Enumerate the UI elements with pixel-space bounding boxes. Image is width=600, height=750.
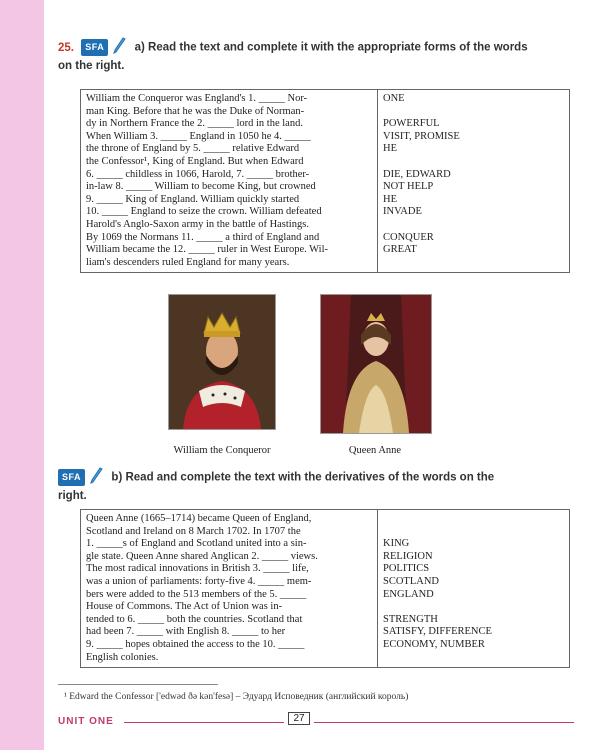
text-line: English colonies.: [86, 651, 159, 663]
word-cue: KING: [383, 538, 410, 550]
caption-queen-anne: Queen Anne: [348, 445, 402, 456]
word-cue: [383, 156, 564, 169]
text-line: The most radical innovations in British 3. _____ life,: [86, 563, 309, 575]
portrait-queen-anne: [320, 294, 432, 434]
word-cue: POWERFUL: [383, 118, 440, 130]
text-line: man King. Before that he was the Duke of Norman-: [86, 105, 305, 117]
text-line: William the Conqueror was England's 1. _____ Nor-: [86, 93, 308, 104]
word-cue: ENGLAND: [383, 588, 434, 600]
word-cue: [383, 219, 564, 232]
task-a-word-list: [378, 90, 570, 273]
task-a-table: [80, 89, 570, 273]
word-cue: SCOTLAND: [383, 575, 440, 587]
text-line: tended to 6. _____ both the countries. Scotland that: [86, 613, 303, 625]
pencil-icon: [113, 36, 127, 59]
task-b-heading: [58, 466, 578, 504]
sfa-badge: SFA: [58, 469, 85, 486]
word-cue: INVADE: [383, 206, 422, 218]
task-b-instruction: b) Read and complete the text with the derivatives of the words on the: [111, 471, 495, 484]
page-margin-band: [0, 0, 44, 750]
word-cue: [383, 513, 564, 526]
task-a-instruction: a) Read the text and complete it with the appropriate forms of the words: [134, 41, 528, 54]
word-cue: HE: [383, 143, 397, 155]
word-cue: ECONOMY, NUMBER: [383, 638, 485, 650]
portrait-william: [168, 294, 276, 430]
task-number: 25.: [58, 41, 74, 54]
word-cue: RELIGION: [383, 550, 433, 562]
text-line: When William 3. _____ England in 1050 he 4. _____: [86, 130, 311, 142]
text-line: 6. _____ childless in 1066, Harold, 7. _____ brother-: [86, 168, 310, 180]
word-cue: POLITICS: [383, 563, 430, 575]
word-cue: NOT HELP: [383, 181, 434, 193]
footer-rule: [314, 722, 574, 723]
word-cue: STRENGTH: [383, 613, 438, 625]
caption-william: William the Conqueror: [173, 445, 271, 456]
word-cue: [383, 526, 564, 539]
page-number: 27: [288, 712, 310, 725]
text-line: had been 7. _____ with English 8. _____ to her: [86, 626, 286, 638]
task-a-heading: [58, 36, 578, 74]
task-a-instruction-cont: on the right.: [58, 60, 125, 72]
text-line: William became the 12. _____ ruler in West Europe. Wil-: [86, 244, 328, 256]
text-line: was a union of parliaments: forty-five 4. _____ mem-: [86, 575, 312, 587]
sfa-badge: SFA: [81, 39, 108, 56]
pencil-icon: [90, 466, 104, 489]
text-line: Harold's Anglo-Saxon army in the battle of Hastings.: [86, 218, 309, 230]
text-line: gle state. Queen Anne shared Anglican 2. _____ views.: [86, 550, 318, 562]
footnote: ¹ Edward the Confessor ['edwəd ðə kən'fesə] – Эдуард Исповедник (английский король): [64, 692, 409, 702]
text-line: in-law 8. _____ William to become King, but crowned: [86, 181, 316, 193]
text-line: the throne of England by 5. _____ relative Edward: [86, 143, 300, 155]
word-cue: [383, 106, 564, 119]
text-line: By 1069 the Normans 11. _____ a third of England and: [86, 231, 320, 243]
textbook-page: [44, 0, 600, 750]
task-b-text: [81, 510, 378, 668]
word-cue: [383, 601, 564, 614]
text-line: bers were added to the 513 members of the 5. _____: [86, 588, 307, 600]
task-a-text: [81, 90, 378, 273]
text-line: liam's descenders ruled England for many years.: [86, 256, 290, 268]
text-line: Scotland and Ireland on 8 March 1702. In 1707 the: [86, 525, 301, 537]
text-line: 9. _____ King of England. William quickly started: [86, 193, 300, 205]
word-cue: SATISFY, DIFFERENCE: [383, 626, 492, 638]
footer-rule: [124, 722, 284, 723]
text-line: 1. _____s of England and Scotland united into a sin-: [86, 538, 307, 550]
word-cue: VISIT, PROMISE: [383, 130, 460, 142]
word-cue: CONQUER: [383, 231, 434, 243]
task-b-table: [80, 509, 570, 668]
text-line: Queen Anne (1665–1714) became Queen of England,: [86, 513, 312, 524]
text-line: 9. _____ hopes obtained the access to the 10. _____: [86, 638, 305, 650]
text-line: House of Commons. The Act of Union was in-: [86, 601, 283, 613]
text-line: the Confessor¹, King of England. But when Edward: [86, 155, 304, 167]
task-b-word-list: [378, 510, 570, 668]
unit-label: UNIT ONE: [58, 716, 114, 727]
word-cue: HE: [383, 193, 397, 205]
word-cue: ONE: [383, 93, 405, 104]
text-line: dy in Northern France the 2. _____ lord in the land.: [86, 118, 303, 130]
word-cue: GREAT: [383, 244, 417, 256]
text-line: 10. _____ England to seize the crown. William defeated: [86, 206, 322, 218]
footnote-rule: [58, 684, 218, 685]
task-b-instruction-cont: right.: [58, 490, 87, 502]
word-cue: DIE, EDWARD: [383, 168, 451, 180]
